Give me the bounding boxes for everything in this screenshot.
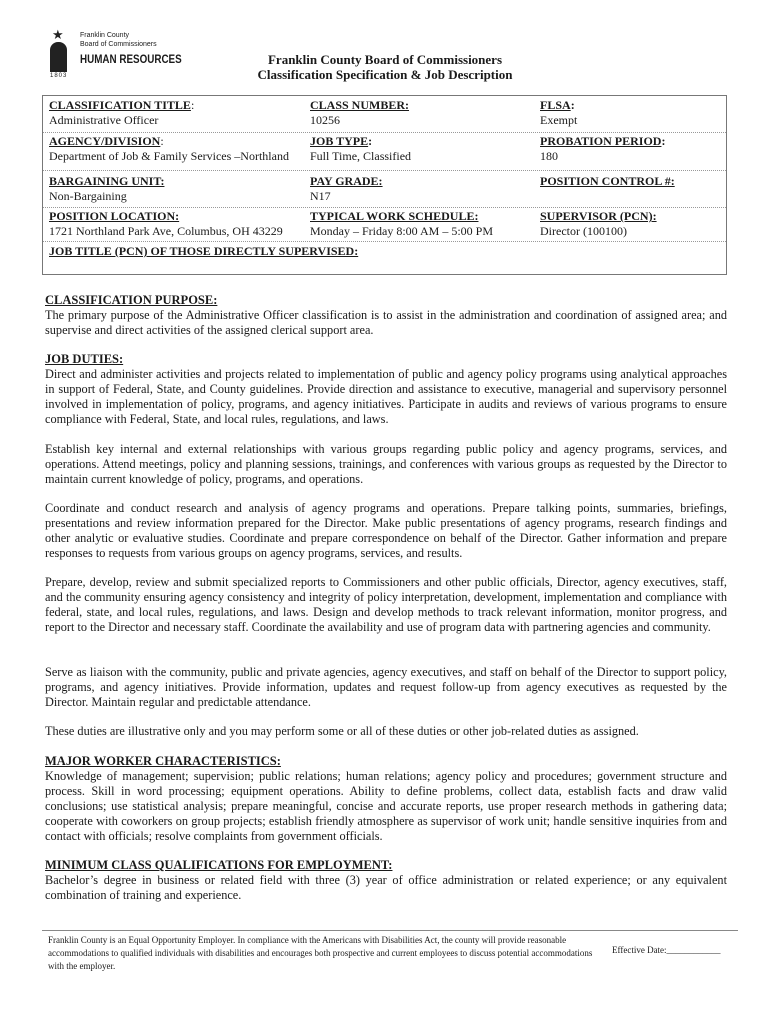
supervised-field: JOB TITLE (PCN) OF THOSE DIRECTLY SUPERVISED: — [49, 244, 359, 258]
duty-paragraph-2: Establish key internal and external relationships with various groups regarding public policy and agency programs, services, and operations. Attend meetings, policy and planning sessions, trainings, and conferences with various groups as requested by the Director to maintain current knowledge of policy, programs, and operations. — [45, 442, 727, 486]
document-subtitle: Classification Specification & Job Description — [257, 67, 513, 82]
pay-grade-field: PAY GRADE: N17 — [310, 174, 383, 203]
supervisor-field: SUPERVISOR (PCN): Director (100100) — [540, 209, 657, 238]
eeo-statement: Franklin County is an Equal Opportunity Employer. In compliance with the Americans with Disabilities Act, the county will provide reasonable accommodations to qualified individuals with disabilities and encourages both prospective and current employees to discuss potential accommodations with the employer. — [48, 935, 593, 971]
classification-title-field: CLASSIFICATION TITLE: Administrative Officer — [49, 98, 195, 127]
star-icon: ★ — [52, 27, 64, 42]
duties-heading: JOB DUTIES: — [45, 352, 124, 366]
purpose-heading: CLASSIFICATION PURPOSE: — [45, 293, 218, 307]
class-number-field: CLASS NUMBER: 10256 — [310, 98, 410, 127]
duty-paragraph-1: Direct and administer activities and projects related to implementation of public and agency policy programs using analytical approaches in support of Federal, State, and County guidelines. Provide direction and assistance to executive, managerial and supervisory personnel involved in implementation of policy, programs, and agency initiatives. Participate in audits and reviews of various programs to ensure compliance with Federal, State, and local rules, regulations, and laws. — [45, 367, 727, 426]
work-schedule-field: TYPICAL WORK SCHEDULE: Monday – Friday 8:00 AM – 5:00 PM — [310, 209, 494, 238]
duty-paragraph-3: Coordinate and conduct research and analysis of agency programs and operations. Prepare talking points, summaries, briefings, presentations and review information prepared for the Director. Make public presentations of agency programs, research findings and other analytic or evaluative studies. Coordinate and prepare correspondence on behalf of the Director. Gather information and prepare responses to requests from various groups on agency programs, services, and results. — [45, 501, 727, 560]
worker-characteristics-text: Knowledge of management; supervision; public relations; human relations; agency policy and procedures; government structure and process. Skill in word processing; equipment operations. Ability to define problems, collect data, establish facts and draw valid conclusions; use statistical analysis; prepare meaningful, concise and accurate reports, use proper research methods in gathering data; cooperate with coworkers on group projects; establish friendly atmosphere as supervisor of work unit; handle sensitive inquiries from and contact with officials; resolve complaints from government officials. — [45, 769, 727, 843]
duty-paragraph-4: Prepare, develop, review and submit specialized reports to Commissioners and other public officials, Director, agency executives, staff, and the community ensuring agency consistency and integrity of policy interpretation, development, implementation and compliance with federal, state, and local rules, regulations, and laws. Design and develop methods to track relevant information, monitor progress, and report to the Director and necessary staff. Coordinate the availability and use of program data with partnering agencies and community. — [45, 575, 727, 634]
duty-paragraph-6: These duties are illustrative only and you may perform some or all of these duties or other job-related duties as assigned. — [45, 724, 639, 738]
probation-field: PROBATION PERIOD: 180 — [540, 134, 666, 163]
job-info-table — [42, 95, 727, 275]
worker-characteristics-heading: MAJOR WORKER CHARACTERISTICS: — [45, 754, 281, 768]
flsa-field: FLSA: Exempt — [540, 98, 578, 127]
agency-field: AGENCY/DIVISION: Department of Job & Family Services –Northland — [49, 134, 289, 163]
logo-year: 1803 — [50, 73, 68, 79]
qualifications-heading: MINIMUM CLASS QUALIFICATIONS FOR EMPLOYMENT: — [45, 858, 393, 872]
job-type-field: JOB TYPE: Full Time, Classified — [310, 134, 412, 163]
logo-line2: Board of Commissioners — [80, 41, 157, 48]
purpose-text: The primary purpose of the Administrative Officer classification is to assist in the administration and coordination of assigned area; and supervise and direct activities of the assigned clerical support area. — [45, 308, 727, 337]
document-title: Franklin County Board of Commissioners — [267, 52, 503, 67]
effective-date: Effective Date:____________ — [612, 945, 721, 955]
position-control-field: POSITION CONTROL #: — [540, 174, 675, 188]
position-location-field: POSITION LOCATION: 1721 Northland Park Ave, Columbus, OH 43229 — [49, 209, 283, 238]
logo-line3: HUMAN RESOURCES — [80, 52, 182, 66]
qualifications-text: Bachelor’s degree in business or related field with three (3) year of office administration or related experience; or any equivalent combination of training and experience. — [45, 873, 727, 902]
duty-paragraph-5: Serve as liaison with the community, public and private agencies, agency executives, and staff on behalf of the Director to support policy, programs, and agency initiatives. Provide information, updates and request follow-up from agency executives as requested by the Director. Maintain regular and predictable attendance. — [45, 665, 727, 709]
logo-line1: Franklin County — [80, 32, 130, 39]
footer-divider — [42, 930, 738, 931]
bargaining-field: BARGAINING UNIT: Non-Bargaining — [49, 174, 165, 203]
